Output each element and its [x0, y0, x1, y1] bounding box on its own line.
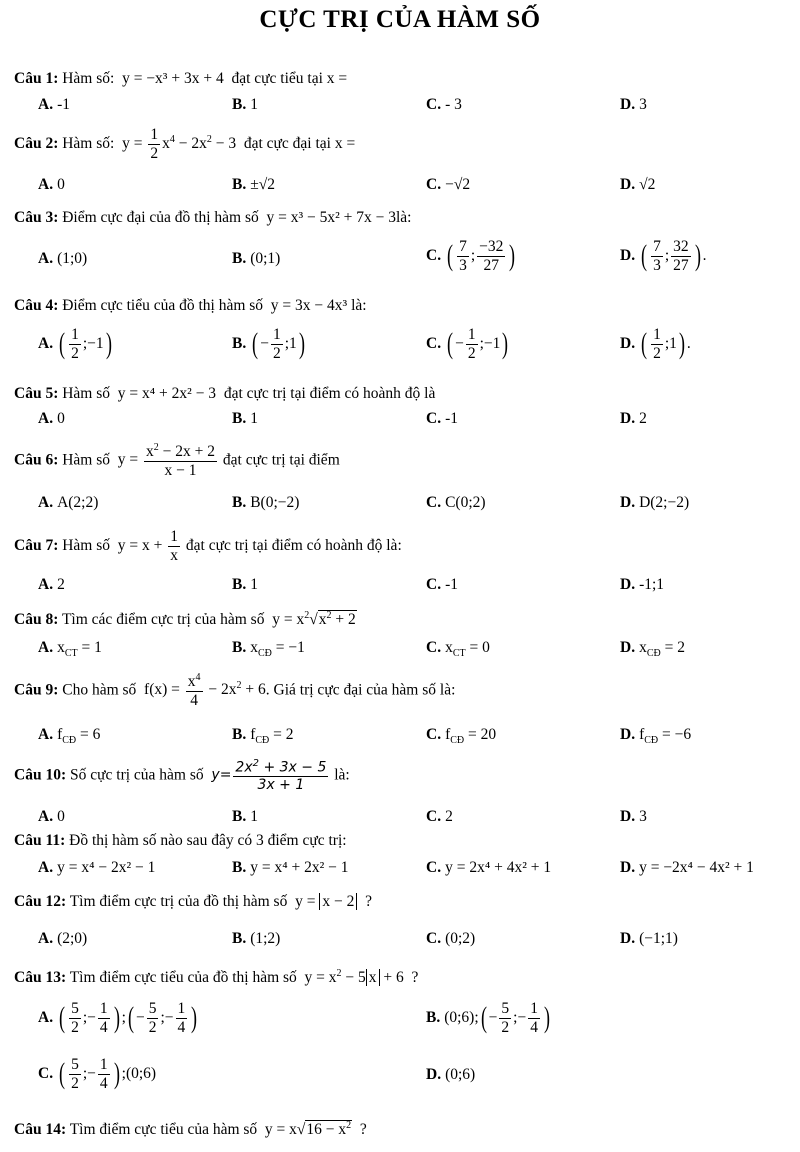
q4-option-b[interactable]: B. ( − $\frac{1}{2}$ ;1) [232, 326, 305, 362]
q10-option-c[interactable]: C. 2 [426, 808, 453, 825]
q5-option-c[interactable]: C. -1 [426, 410, 458, 427]
q6-option-a[interactable]: A. A(2;2) [38, 494, 99, 511]
q7-option-a[interactable]: A. 2 [38, 576, 65, 593]
q5-option-a[interactable]: A. 0 [38, 410, 65, 427]
q9-option-a[interactable]: A. $f_{CĐ} = 6$ [38, 726, 101, 747]
q10-option-d[interactable]: D. 3 [620, 808, 647, 825]
q6-option-d[interactable]: D. D(2;−2) [620, 494, 690, 511]
q10-option-b[interactable]: B. 1 [232, 808, 258, 825]
question-11: Câu 11: Đồ thị hàm số nào sau đây có 3 điểm cực trị: [14, 832, 347, 849]
q8-option-d[interactable]: D. $x_{CĐ} = 2$ [620, 639, 685, 660]
q5-option-b[interactable]: B. 1 [232, 410, 258, 427]
question-7: Câu 7: Hàm số y = x + $\frac{1}{x}$ đạt cực trị tại điểm có hoành độ là: [14, 528, 402, 564]
q13-option-b[interactable]: B. (0;6);( − $\frac{5}{2}$ ;− $\frac{1}{4}$ ) [426, 1000, 550, 1036]
q12-option-b[interactable]: B. (1;2) [232, 930, 281, 947]
q8-option-b[interactable]: B. $x_{CĐ} = -1$ [232, 639, 305, 660]
q2-option-d[interactable]: D. √2 [620, 176, 656, 193]
q6-option-b[interactable]: B. B(0;−2) [232, 494, 300, 511]
q1-option-c[interactable]: C. - 3 [426, 96, 462, 113]
q11-option-d[interactable]: D. y = −2x⁴ − 4x² + 1 [620, 859, 754, 876]
q3-option-a[interactable]: A. (1;0) [38, 250, 88, 267]
question-9: Câu 9: Cho hàm số f(x) = $\frac{x^4}{4}$ − $2x^2 + 6$. Giá trị cực đại của hàm số là: [14, 672, 456, 709]
question-1: Câu 1: Hàm số: y = −x³ + 3x + 4 đạt cực tiểu tại x = [14, 70, 348, 87]
q12-option-d[interactable]: D. (−1;1) [620, 930, 678, 947]
question-13: Câu 13: Tìm điểm cực tiểu của đồ thị hàm số $y = x^2 - 5$ x + 6 ? [14, 968, 419, 987]
q11-option-b[interactable]: B. y = x⁴ + 2x² − 1 [232, 859, 349, 876]
q2-option-b[interactable]: B. ±√2 [232, 176, 275, 193]
q9-option-d[interactable]: D. $f_{CĐ} = -6$ [620, 726, 692, 747]
q10-option-a[interactable]: A. 0 [38, 808, 65, 825]
q7-option-b[interactable]: B. 1 [232, 576, 258, 593]
q11-option-a[interactable]: A. y = x⁴ − 2x² − 1 [38, 859, 156, 876]
q1-option-a[interactable]: A. -1 [38, 96, 70, 113]
q12-option-c[interactable]: C. (0;2) [426, 930, 476, 947]
q1-option-d[interactable]: D. 3 [620, 96, 647, 113]
q7-option-c[interactable]: C. -1 [426, 576, 458, 593]
q9-option-b[interactable]: B. $f_{CĐ} = 2$ [232, 726, 294, 747]
q4-option-d[interactable]: D. ( $\frac{1}{2}$ ;1) . [620, 326, 691, 362]
question-4: Câu 4: Điểm cực tiểu của đồ thị hàm số y = 3x − 4x³ là: [14, 297, 367, 314]
q8-option-a[interactable]: A. $x_{CT} = 1$ [38, 639, 102, 660]
q8-option-c[interactable]: C. $x_{CT} = 0$ [426, 639, 490, 660]
q3-option-d[interactable]: D. ( $\frac{7}{3}$ ; $\frac{32}{27}$ ) . [620, 238, 707, 274]
q7-option-d[interactable]: D. -1;1 [620, 576, 665, 593]
question-2: Câu 2: Hàm số: y = $\frac{1}{2}$ $x^4 - 2x^2 - 3$ đạt cực đại tại x = [14, 126, 356, 162]
question-6: Câu 6: Hàm số y = $\frac{x^2 - 2x + 2}{x - 1}$ đạt cực trị tại điểm [14, 442, 340, 479]
q1-option-b[interactable]: B. 1 [232, 96, 258, 113]
q13-option-a[interactable]: A. ( $\frac{5}{2}$ ;− $\frac{1}{4}$ ) ;( − $\frac{5}{2}$ ;− $\frac{1}{4}$ ) [38, 1000, 198, 1036]
q13-option-c[interactable]: C. ( $\frac{5}{2}$ ;− $\frac{1}{4}$ ) ;(0;6) [38, 1056, 157, 1092]
question-3: Câu 3: Điểm cực đại của đồ thị hàm số y = x³ − 5x² + 7x − 3là: [14, 209, 412, 226]
question-8: Câu 8: Tìm các điểm cực trị của hàm số $y = x^2√x^2 + 2$ [14, 610, 356, 629]
q4-option-a[interactable]: A. ( $\frac{1}{2}$ ;−1) [38, 326, 112, 362]
q2-option-c[interactable]: C. −√2 [426, 176, 471, 193]
q2-option-a[interactable]: A. 0 [38, 176, 65, 193]
q3-option-c[interactable]: C. ( $\frac{7}{3}$ ; $\frac{-32}{27}$ ) [426, 238, 516, 274]
q11-option-c[interactable]: C. y = 2x⁴ + 4x² + 1 [426, 859, 552, 876]
question-12: Câu 12: Tìm điểm cực trị của đồ thị hàm số y = x − 2 ? [14, 893, 372, 910]
q12-option-a[interactable]: A. (2;0) [38, 930, 88, 947]
question-10: Câu 10: Số cực trị của hàm số y= $\frac{2x^2 + 3x - 5}{3x + 1}$ là: [14, 758, 350, 793]
q5-option-d[interactable]: D. 2 [620, 410, 647, 427]
page-title: CỰC TRỊ CỦA HÀM SỐ [259, 6, 541, 33]
q13-option-d[interactable]: D. (0;6) [426, 1066, 476, 1083]
q6-option-c[interactable]: C. C(0;2) [426, 494, 486, 511]
q4-option-c[interactable]: C. ( − $\frac{1}{2}$ ;−1) [426, 326, 509, 362]
question-5: Câu 5: Hàm số y = x⁴ + 2x² − 3 đạt cực trị tại điểm có hoành độ là [14, 385, 436, 402]
question-14: Câu 14: Tìm điểm cực tiểu của hàm số $y = x√16 - x^2$ ? [14, 1120, 367, 1139]
q3-option-b[interactable]: B. (0;1) [232, 250, 281, 267]
q9-option-c[interactable]: C. $f_{CĐ} = 20$ [426, 726, 497, 747]
